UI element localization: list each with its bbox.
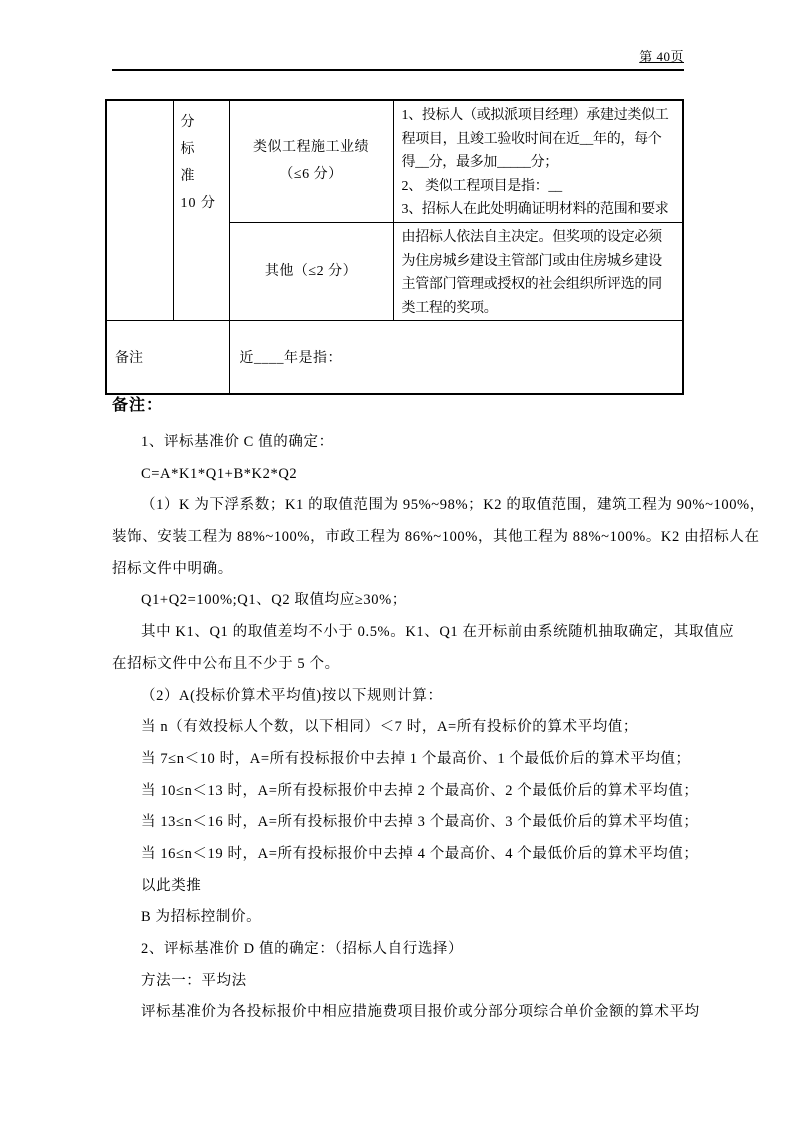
detail-line: 得__分，最多加_____分； (401, 155, 558, 171)
table-row (106, 100, 683, 222)
remarks-section (112, 394, 765, 1029)
score-table (105, 99, 684, 395)
detail-line: 程项目，且竣工验收时间在近__年的，每个 (401, 131, 662, 147)
note-label-cell: 备注 (106, 321, 229, 394)
remark-line: （2）A(投标价算术平均值)按以下规则计算： (141, 687, 443, 704)
table-row (106, 321, 683, 394)
remark-line: 装饰、安装工程为 88%~100%，市政工程为 86%~100%，其他工程为 88%~100%。K2 由招标人在 (112, 529, 760, 546)
page-number: 第 40页 (639, 49, 684, 64)
detail-line: 主管部门管理或授权的社会组织所评选的同 (401, 277, 662, 293)
score-criteria-line: 10 分 (180, 196, 216, 211)
item-name-cell (229, 100, 393, 222)
remarks-heading: 备注： (112, 397, 164, 414)
item-cap: （≤6 分） (279, 167, 343, 183)
detail-line: 由招标人依法自主决定。但奖项的设定必须 (401, 229, 662, 245)
remark-line: 当 n（有效投标人个数，以下相同）＜7 时，A=所有投标价的算术平均值； (141, 719, 638, 736)
detail-line: 为住房城乡建设主管部门或由住房城乡建设 (401, 253, 662, 269)
remark-line: 当 7≤n＜10 时，A=所有投标报价中去掉 1 个最高价、1 个最低价后的算术平均值； (141, 750, 691, 767)
empty-cell (106, 100, 173, 321)
item-name-cell (229, 222, 393, 320)
item-name: 类似工程施工业绩 (253, 140, 369, 156)
remark-line: （1）K 为下浮系数；K1 的取值范围为 95%~98%；K2 的取值范围，建筑工程为 90%~100%， (141, 497, 765, 514)
detail-line: 3、招标人在此处明确证明材料的范围和要求 (401, 202, 669, 218)
score-criteria-line: 分 标 (180, 115, 211, 157)
remark-line: 招标文件中明确。 (112, 560, 233, 577)
remark-line: 其中 K1、Q1 的取值差均不小于 0.5%。K1、Q1 在开标前由系统随机抽取确定，其取值应 (141, 624, 735, 641)
remark-line: 方法一：平均法 (141, 972, 247, 989)
remark-line: 评标基准价为各投标报价中相应措施费项目报价或分部分项综合单价金额的算术平均 (141, 1004, 700, 1021)
item-name: 其他（≤2 分） (264, 264, 358, 280)
remark-line: 以此类推 (141, 877, 202, 894)
remark-line: Q1+Q2=100%;Q1、Q2 取值均应≥30%； (141, 592, 407, 609)
item-detail-cell (393, 100, 683, 222)
note-value-cell: 近____年是指： (229, 321, 683, 394)
detail-line: 1、投标人（或拟派项目经理）承建过类似工 (401, 108, 669, 123)
remark-line: 在招标文件中公布且不少于 5 个。 (112, 655, 340, 672)
detail-line: 类工程的奖项。 (401, 300, 498, 316)
page-header (112, 46, 684, 71)
remark-line: 2、评标基准价 D 值的确定：（招标人自行选择） (141, 941, 464, 957)
detail-line: 2、 类似工程项目是指：__ (401, 178, 562, 194)
remark-line: 当 16≤n＜19 时，A=所有投标报价中去掉 4 个最高价、4 个最低价后的算术平均值； (141, 845, 699, 862)
remark-line: 1、评标基准价 C 值的确定： (141, 434, 334, 450)
score-criteria-line: 准 (180, 169, 196, 184)
score-criteria-cell (173, 100, 229, 321)
remark-line: 当 10≤n＜13 时，A=所有投标报价中去掉 2 个最高价、2 个最低价后的算术平均值； (141, 782, 699, 799)
remark-line: B 为招标控制价。 (141, 909, 262, 926)
remark-line: C=A*K1*Q1+B*K2*Q2 (141, 465, 298, 482)
item-detail-cell (393, 222, 683, 320)
remark-line: 当 13≤n＜16 时，A=所有投标报价中去掉 3 个最高价、3 个最低价后的算术平均值； (141, 814, 699, 831)
